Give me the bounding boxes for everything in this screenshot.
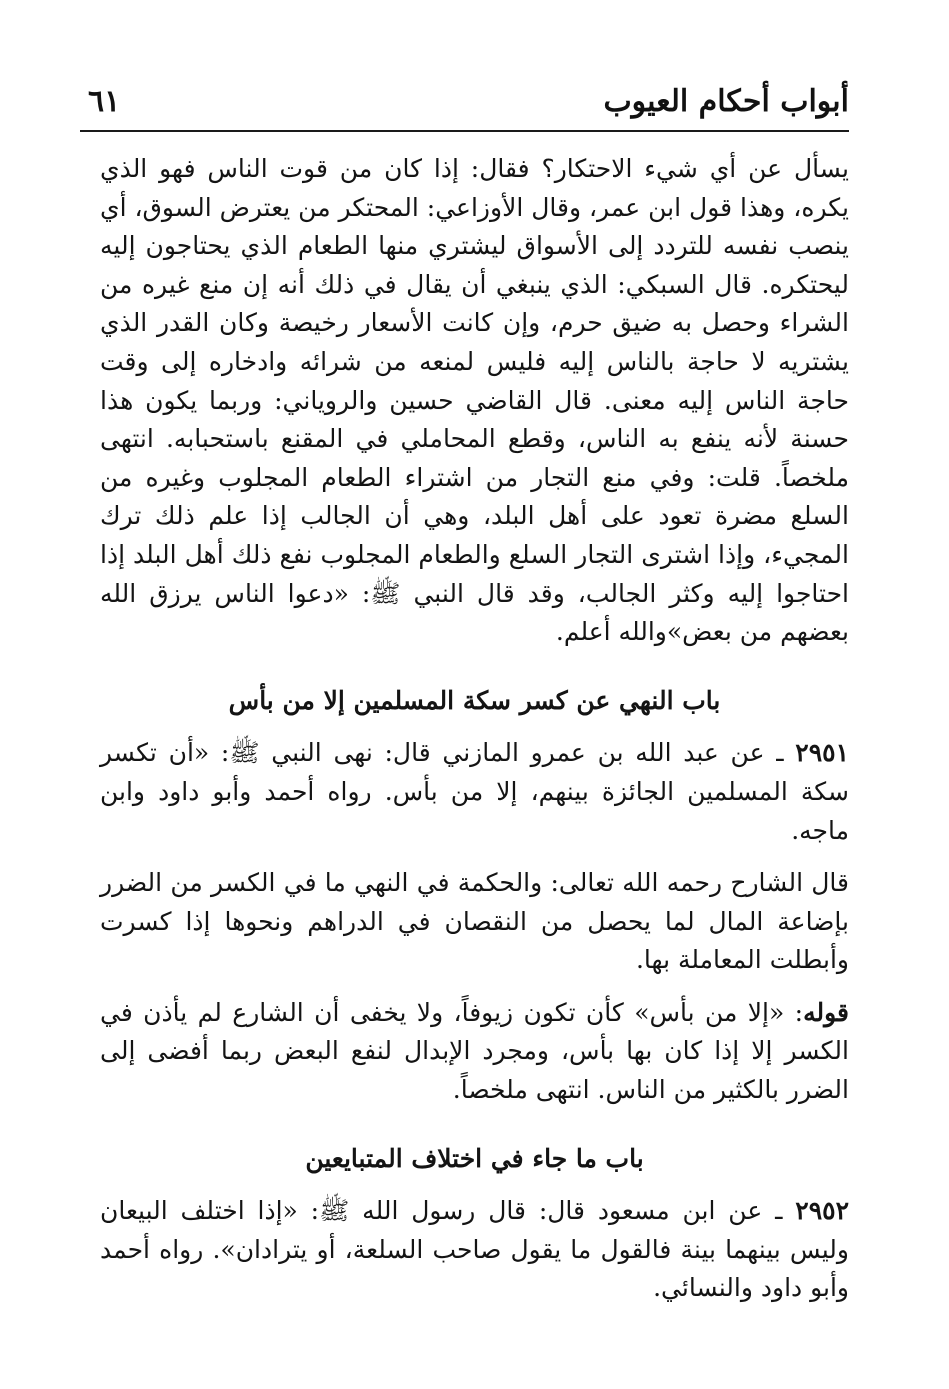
running-title: أبواب أحكام العيوب <box>603 84 849 119</box>
qawluhu-text: : «إلا من بأس» كأن تكون زيوفاً، ولا يخفى أن الشارع لم يأذن في الكسر إلا إذا كان بها بأس، ومجرد الإبدال لنفع البعض ربما أفضى إلى الضرر بالكثير من الناس. انتهى ملخصاً. <box>100 997 849 1105</box>
hadith-number: ٢٩٥٢ <box>795 1196 849 1226</box>
opening-paragraph: يسأل عن أي شيء الاحتكار؟ فقال: إذا كان من قوت الناس فهو الذي يكره، وهذا قول ابن عمر، وقال الأوزاعي: المحتكر من يعترض السوق، أي ينصب نفسه للتردد إلى الأسواق ليشتري منها الطعام الذي يحتاجون إليه ليحتكره. قال السبكي: الذي ينبغي أن يقال في ذلك أنه إن منع غيره من الشراء وحصل به ضيق حرم، وإن كانت الأسعار رخيصة وكان القدر الذي يشتريه لا حاجة بالناس إليه فليس لمنعه من شرائه وادخاره إلى وقت حاجة الناس إليه معنى. قال القاضي حسين والروياني: وربما يكون هذا حسنة لأنه ينفع به الناس، وقطع المحاملي في المقنع باستحبابه. انتهى ملخصاً. قلت: وفي منع التجار من اشتراء الطعام المجلوب وغيره من السلع مضرة تعود على أهل البلد، وهي أن الجالب إذا علم ذلك ترك المجيء، وإذا اشترى التجار السلع والطعام المجلوب نفع ذلك أهل البلد إذا احتاجوا إليه وكثر الجالب، وقد قال النبي ﷺ: «دعوا الناس يرزق الله بعضهم من بعض»والله أعلم. <box>100 154 849 647</box>
commentary-paragraph: قال الشارح رحمه الله تعالى: والحكمة في النهي ما في الكسر من الضرر بإضاعة المال لما يحصل من النقصان في الدراهم ونحوها إذا كسرت وأبطلت المعاملة بها. <box>100 868 849 975</box>
hadith-number: ٢٩٥١ <box>795 738 849 768</box>
section-heading-coin-breaking: باب النهي عن كسر سكة المسلمين إلا من بأس <box>228 685 721 715</box>
running-header <box>80 78 849 132</box>
page-number: ٦١ <box>88 84 121 119</box>
hadith-2951 <box>100 734 849 850</box>
qawluhu-label: قوله <box>803 997 849 1027</box>
hadith-text: ـ عن عبد الله بن عمرو المازني قال: نهى النبي ﷺ: «أن تكسر سكة المسلمين الجائزة بينهم، إلا من بأس. رواه أحمد وأبو داود وابن ماجه. <box>100 738 849 845</box>
page-content <box>100 150 849 1308</box>
hadith-text: ـ عن ابن مسعود قال: قال رسول الله ﷺ: «إذا اختلف البيعان وليس بينهما بينة فالقول ما يقول صاحب السلعة، أو يترادان». رواه أحمد وأبو داود والنسائي. <box>100 1196 849 1303</box>
section-heading-disputing-parties: باب ما جاء في اختلاف المتبايعين <box>305 1143 644 1173</box>
qawluhu-paragraph <box>100 994 849 1110</box>
hadith-2952 <box>100 1192 849 1308</box>
